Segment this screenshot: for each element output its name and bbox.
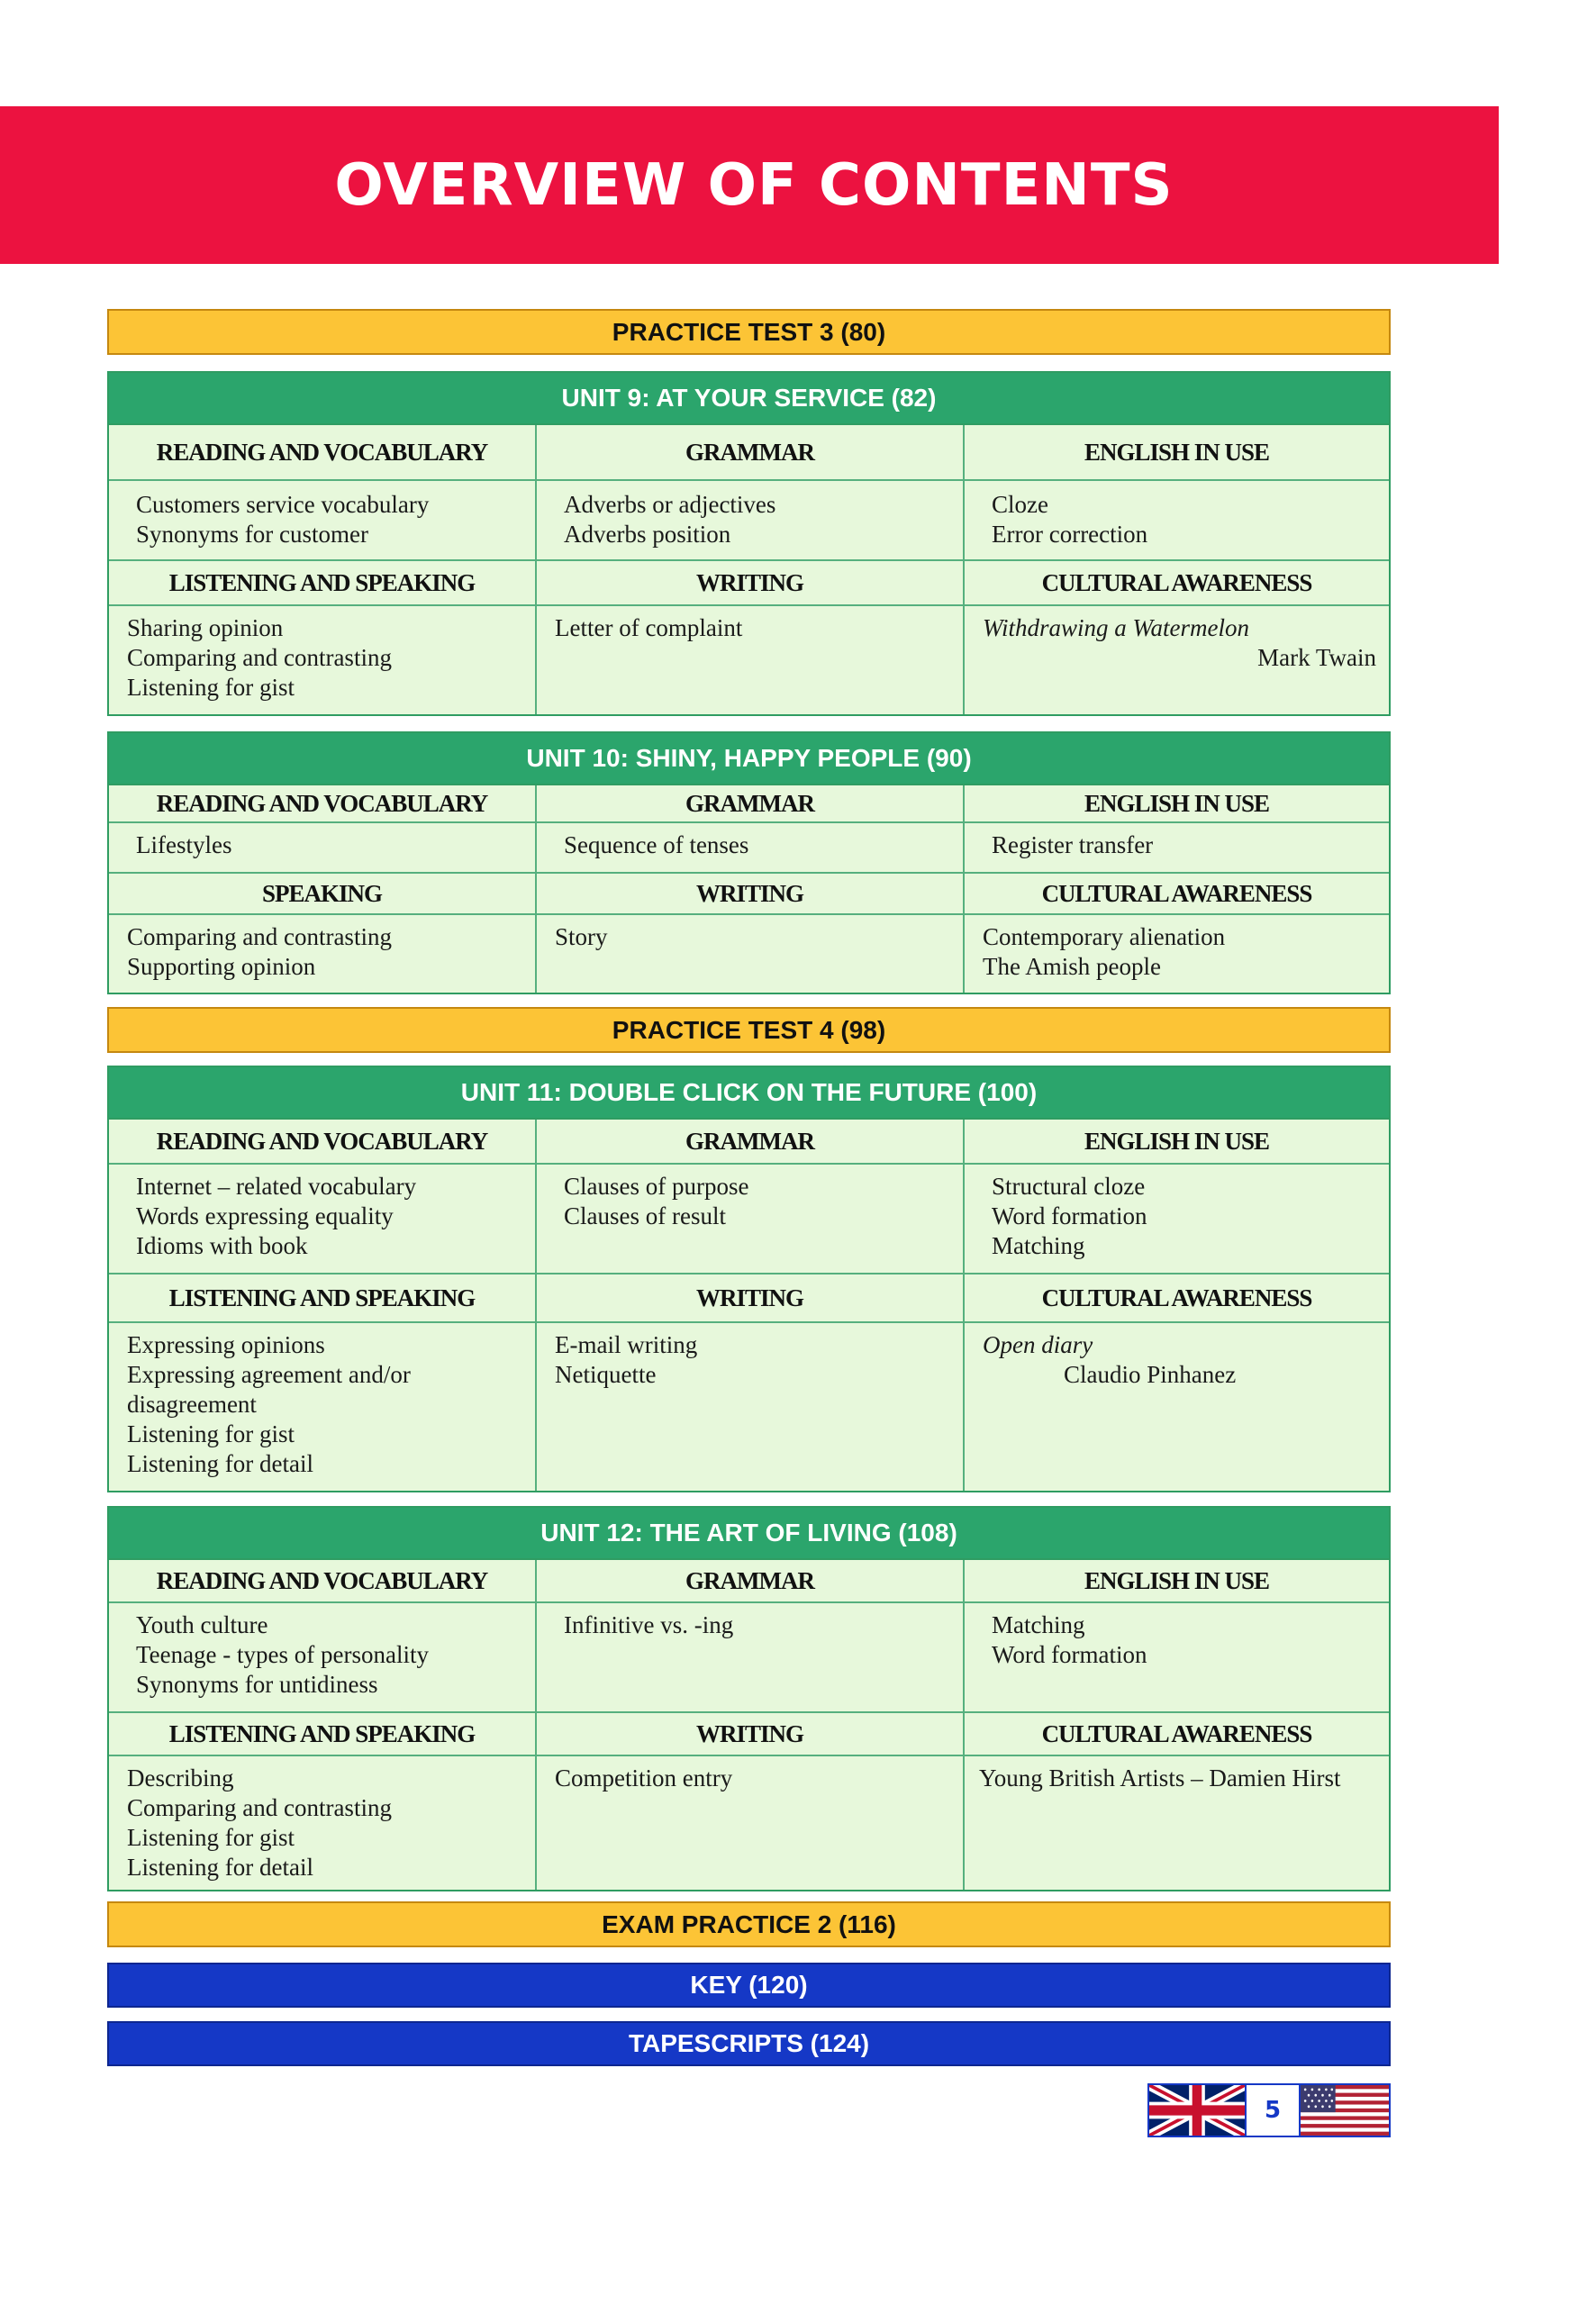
us-flag-icon	[1301, 2085, 1389, 2136]
cell-grammar: Clauses of purpose Clauses of result	[537, 1165, 965, 1274]
header-grammar: GRAMMAR	[537, 1120, 965, 1165]
header-english-in-use: ENGLISH IN USE	[965, 1120, 1389, 1165]
header-grammar: GRAMMAR	[537, 1560, 965, 1603]
uk-flag-icon	[1149, 2085, 1245, 2136]
cell-cultural-awareness: Young British Artists – Damien Hirst	[979, 1764, 1341, 1791]
unit-title[interactable]: UNIT 11: DOUBLE CLICK ON THE FUTURE (100)	[109, 1067, 1389, 1120]
header-writing: WRITING	[537, 874, 965, 915]
cell-english-in-use: Structural cloze Word formation Matching	[965, 1165, 1389, 1274]
unit-title[interactable]: UNIT 12: THE ART OF LIVING (108)	[109, 1508, 1389, 1560]
cell-grammar: Infinitive vs. -ing	[537, 1603, 965, 1713]
header-reading-vocabulary: READING AND VOCABULARY	[109, 1120, 537, 1165]
unit-12-table	[107, 1506, 1391, 1891]
header-reading-vocabulary: READING AND VOCABULARY	[109, 1560, 537, 1603]
cell-cultural-awareness	[965, 606, 1389, 714]
cell-cultural-awareness: Contemporary alienation The Amish people	[983, 923, 1226, 980]
cell-writing: Competition entry	[537, 1756, 965, 1890]
page-number: 5	[1245, 2085, 1301, 2136]
cell-grammar: Sequence of tenses	[537, 823, 965, 874]
header-writing: WRITING	[537, 1713, 965, 1756]
cultural-work-author: Claudio Pinhanez	[1064, 1361, 1237, 1388]
cell-english-in-use: Register transfer	[965, 823, 1389, 874]
header-reading-vocabulary: READING AND VOCABULARY	[109, 425, 537, 481]
cell-speaking: Comparing and contrasting Supporting opinion	[109, 915, 537, 993]
cell-listening-speaking: Describing Comparing and contrasting Listening for gist Listening for detail	[109, 1756, 537, 1890]
header-reading-vocabulary: READING AND VOCABULARY	[109, 785, 537, 823]
cultural-work-title: Open diary	[983, 1331, 1093, 1358]
unit-title[interactable]: UNIT 9: AT YOUR SERVICE (82)	[109, 373, 1389, 425]
page-title: OVERVIEW OF CONTENTS	[334, 151, 1174, 219]
cell-english-in-use: Cloze Error correction	[965, 481, 1389, 561]
header-english-in-use: ENGLISH IN USE	[965, 425, 1389, 481]
header-listening-speaking: LISTENING AND SPEAKING	[109, 1713, 537, 1756]
cell-grammar: Adverbs or adjectives Adverbs position	[537, 481, 965, 561]
cell-cultural-awareness	[965, 1323, 1389, 1491]
header-writing: WRITING	[537, 561, 965, 606]
header-cultural-awareness: CULTURAL AWARENESS	[965, 1713, 1389, 1756]
practice-test-3-bar[interactable]: PRACTICE TEST 3 (80)	[107, 309, 1391, 355]
cell-writing: Story	[537, 915, 965, 993]
cell-reading-vocabulary: Internet – related vocabulary Words expressing equality Idioms with book	[109, 1165, 537, 1274]
unit-11-table	[107, 1066, 1391, 1492]
title-banner	[0, 106, 1499, 264]
cultural-work-author: Mark Twain	[1257, 644, 1376, 671]
page-number-badge	[1147, 2083, 1391, 2137]
header-listening-speaking: LISTENING AND SPEAKING	[109, 561, 537, 606]
header-listening-speaking: LISTENING AND SPEAKING	[109, 1274, 537, 1323]
header-speaking: SPEAKING	[109, 874, 537, 915]
exam-practice-2-bar[interactable]: EXAM PRACTICE 2 (116)	[107, 1901, 1391, 1947]
key-bar[interactable]: KEY (120)	[107, 1963, 1391, 2008]
tapescripts-bar[interactable]: TAPESCRIPTS (124)	[107, 2021, 1391, 2066]
header-cultural-awareness: CULTURAL AWARENESS	[965, 1274, 1389, 1323]
cell-listening-speaking: Expressing opinions Expressing agreement and/or disagreement Listening for gist Listening for detail	[109, 1323, 537, 1491]
unit-10-table	[107, 731, 1391, 994]
cell-reading-vocabulary: Youth culture Teenage - types of personality Synonyms for untidiness	[109, 1603, 537, 1713]
cell-writing: Letter of complaint	[537, 606, 965, 714]
cell-listening-speaking: Sharing opinion Comparing and contrasting Listening for gist	[109, 606, 537, 714]
practice-test-4-bar[interactable]: PRACTICE TEST 4 (98)	[107, 1007, 1391, 1053]
cell-reading-vocabulary: Customers service vocabulary Synonyms for customer	[109, 481, 537, 561]
cell-writing: E-mail writing Netiquette	[537, 1323, 965, 1491]
header-grammar: GRAMMAR	[537, 425, 965, 481]
cell-reading-vocabulary: Lifestyles	[109, 823, 537, 874]
cell-english-in-use: Matching Word formation	[965, 1603, 1389, 1713]
header-cultural-awareness: CULTURAL AWARENESS	[965, 561, 1389, 606]
header-english-in-use: ENGLISH IN USE	[965, 785, 1389, 823]
header-writing: WRITING	[537, 1274, 965, 1323]
cultural-work-title: Withdrawing a Watermelon	[983, 614, 1250, 641]
header-english-in-use: ENGLISH IN USE	[965, 1560, 1389, 1603]
unit-title[interactable]: UNIT 10: SHINY, HAPPY PEOPLE (90)	[109, 733, 1389, 785]
unit-9-table	[107, 371, 1391, 716]
header-grammar: GRAMMAR	[537, 785, 965, 823]
header-cultural-awareness: CULTURAL AWARENESS	[965, 874, 1389, 915]
